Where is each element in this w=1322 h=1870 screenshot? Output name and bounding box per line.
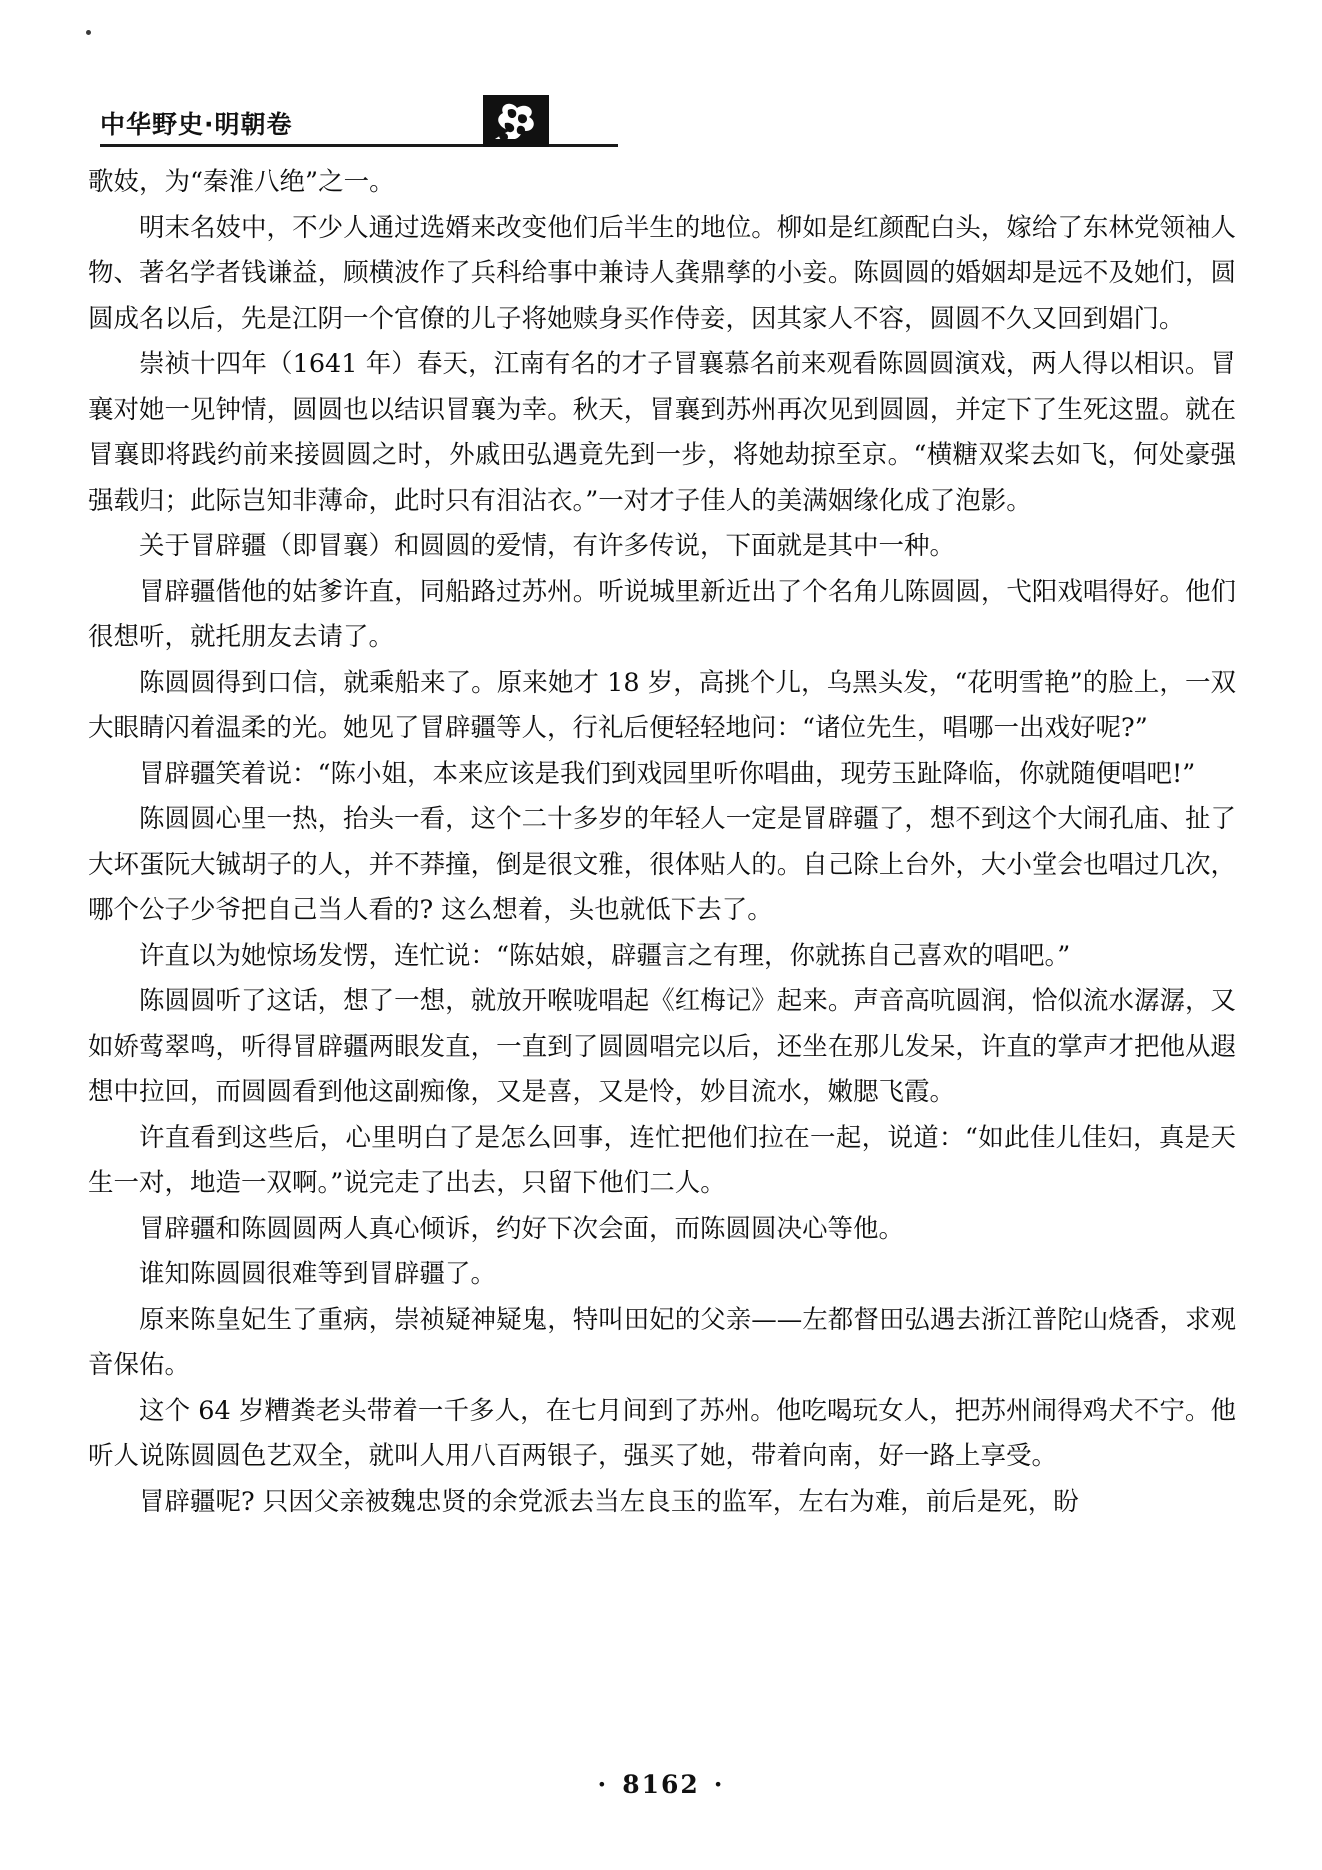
paragraph: 冒辟疆偕他的姑爹许直，同船路过苏州。听说城里新近出了个名角儿陈圆圆，弋阳戏唱得好。他们很想听，就托朋友去请了。 <box>88 576 1236 652</box>
page-number: 8162 <box>622 1770 700 1799</box>
paragraph: 陈圆圆心里一热，抬头一看，这个二十多岁的年轻人一定是冒辟疆了，想不到这个大闹孔庙、扯了大坏蛋阮大铖胡子的人，并不莽撞，倒是很文雅，很体贴人的。自己除上台外，大小堂会也唱过几次，哪个公子少爷把自己当人看的? 这么想着，头也就低下去了。 <box>88 804 1236 925</box>
page-footer <box>0 1770 1322 1799</box>
paragraph: 谁知陈圆圆很难等到冒辟疆了。 <box>139 1259 497 1289</box>
header-rule-left <box>100 144 530 147</box>
paragraph: 冒辟疆和陈圆圆两人真心倾诉，约好下次会面，而陈圆圆决心等他。 <box>139 1213 905 1244</box>
book-title: 中华野史·明朝卷 <box>100 110 293 139</box>
scan-artifact-speck <box>86 30 91 35</box>
footer-dot-right: · <box>713 1770 725 1799</box>
footer-dot-left: · <box>597 1770 609 1799</box>
paragraph: 崇祯十四年（1641 年）春天，江南有名的才子冒襄慕名前来观看陈圆圆演戏，两人得以相识。冒襄对她一见钟情，圆圆也以结识冒襄为幸。秋天，冒襄到苏州再次见到圆圆，并定下了生死这盟。就在冒襄即将践约前来接圆圆之时，外戚田弘遇竟先到一步，将她劫掠至京。“横糖双桨去如飞，何处豪强强载归；此际岂知非薄命，此时只有泪沾衣。”一对才子佳人的美满姻缘化成了泡影。 <box>88 349 1236 516</box>
paragraph: 原来陈皇妃生了重病，崇祯疑神疑鬼，特叫田妃的父亲——左都督田弘遇去浙江普陀山烧香，求观音保佑。 <box>88 1304 1236 1380</box>
paragraph: 关于冒辟疆（即冒襄）和圆圆的爱情，有许多传说，下面就是其中一种。 <box>139 531 956 561</box>
paragraph: 陈圆圆听了这话，想了一想，就放开喉咙唱起《红梅记》起来。声音高吭圆润，恰似流水潺潺，又如娇莺翠鸣，听得冒辟疆两眼发直，一直到了圆圆唱完以后，还坐在那儿发呆，许直的掌声才把他从遐想中拉回，而圆圆看到他这副痴像，又是喜，又是怜，妙目流水，嫩腮飞霞。 <box>88 986 1236 1107</box>
paragraph: 冒辟疆笑着说：“陈小姐，本来应该是我们到戏园里听你唱曲，现劳玉趾降临，你就随便唱吧!” <box>139 758 1196 789</box>
body-text <box>88 160 1236 1525</box>
dragon-emblem-icon <box>475 95 565 151</box>
paragraph: 许直以为她惊场发愣，连忙说：“陈姑娘，辟疆言之有理，你就拣自己喜欢的唱吧。” <box>139 940 1071 971</box>
paragraph: 冒辟疆呢? 只因父亲被魏忠贤的余党派去当左良玉的监军，左右为难，前后是死，盼 <box>139 1486 1079 1517</box>
page-header <box>100 95 1230 155</box>
paragraph: 歌妓，为“秦淮八绝”之一。 <box>88 167 395 197</box>
paragraph: 许直看到这些后，心里明白了是怎么回事，连忙把他们拉在一起，说道：“如此佳儿佳妇，真是天生一对，地造一双啊。”说完走了出去，只留下他们二人。 <box>88 1122 1236 1198</box>
paragraph: 陈圆圆得到口信，就乘船来了。原来她才 18 岁，高挑个儿，乌黑头发，“花明雪艳”的脸上，一双大眼睛闪着温柔的光。她见了冒辟疆等人，行礼后便轻轻地问：“诸位先生，唱哪一出戏好呢?” <box>88 667 1236 743</box>
page-number-block <box>583 1770 738 1799</box>
paragraph: 明末名妓中，不少人通过选婿来改变他们后半生的地位。柳如是红颜配白头，嫁给了东林党领袖人物、著名学者钱谦益，顾横波作了兵科给事中兼诗人龚鼎孳的小妾。陈圆圆的婚姻却是远不及她们，圆圆成名以后，先是江阴一个官僚的儿子将她赎身买作侍妾，因其家人不容，圆圆不久又回到娼门。 <box>88 212 1236 334</box>
paragraph: 这个 64 岁糟粪老头带着一千多人，在七月间到了苏州。他吃喝玩女人，把苏州闹得鸡犬不宁。他听人说陈圆圆色艺双全，就叫人用八百两银子，强买了她，带着向南，好一路上享受。 <box>88 1395 1236 1471</box>
